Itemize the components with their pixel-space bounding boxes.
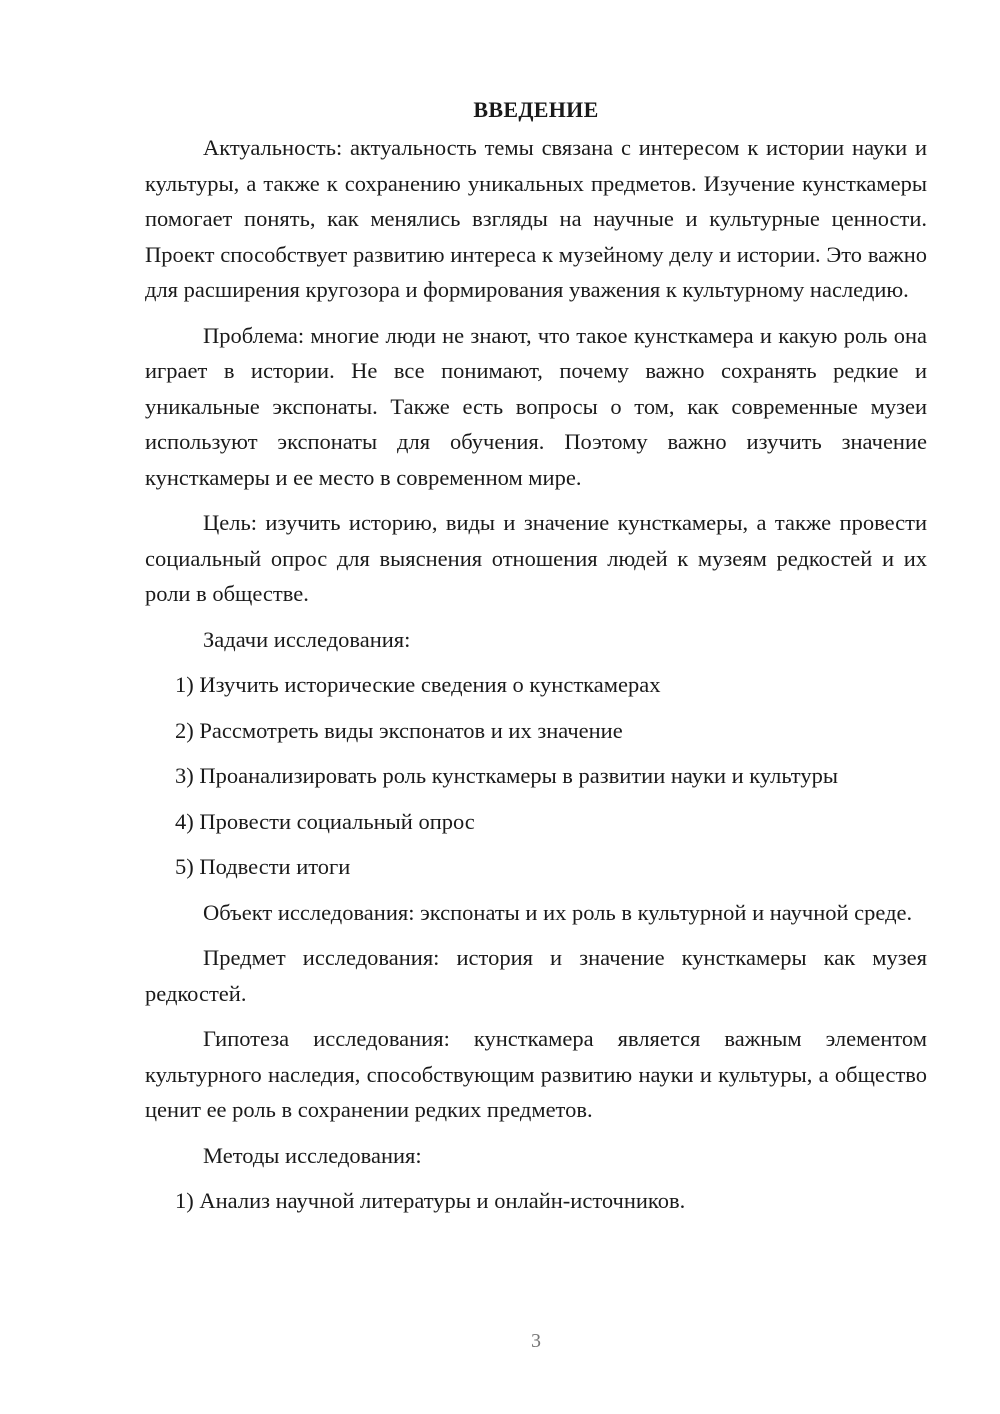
methods-list	[145, 1183, 927, 1219]
list-item: 1) Анализ научной литературы и онлайн-источников.	[175, 1188, 686, 1213]
document-page	[145, 92, 927, 1229]
section-heading: ВВЕДЕНИЕ	[473, 97, 599, 122]
list-item: 1) Изучить исторические сведения о кунсткамерах	[175, 672, 661, 697]
relevance-paragraph: Актуальность: актуальность темы связана с интересом к истории науки и культуры, а также к сохранению уникальных предметов. Изучение кунсткамеры помогает понять, как менялись взгляды на научные и культурные ценности. Проект способствует развитию интереса к музейному делу и истории. Это важно для расширения кругозора и формирования уважения к культурному наследию.	[145, 135, 927, 302]
list-item: 2) Рассмотреть виды экспонатов и их значение	[175, 717, 623, 743]
hypothesis-paragraph: Гипотеза исследования: кунсткамера является важным элементом культурного наследия, способствующим развитию науки и культуры, а общество ценит ее роль в сохранении редких предметов.	[145, 1026, 927, 1122]
list-item: 5) Подвести итоги	[175, 854, 351, 879]
object-paragraph: Объект исследования: экспонаты и их роль в культурной и научной среде.	[203, 899, 913, 925]
methods-label: Методы исследования:	[203, 1142, 422, 1168]
list-item: 4) Провести социальный опрос	[175, 808, 475, 834]
page-number: 3	[531, 1330, 541, 1352]
list-item: 3) Проанализировать роль кунсткамеры в развитии науки и культуры	[175, 763, 838, 788]
goal-paragraph: Цель: изучить историю, виды и значение кунсткамеры, а также провести социальный опрос для выяснения отношения людей к музеям редкостей и их роли в обществе.	[145, 510, 927, 606]
problem-paragraph: Проблема: многие люди не знают, что такое кунсткамера и какую роль она играет в истории. Не все понимают, почему важно сохранять редкие и уникальные экспонаты. Также есть вопросы о том, как современные музеи используют экспонаты для обучения. Поэтому важно изучить значение кунсткамеры и ее место в современном мире.	[145, 322, 927, 490]
tasks-label: Задачи исследования:	[203, 626, 411, 652]
subject-paragraph: Предмет исследования: история и значение кунсткамеры как музея редкостей.	[145, 945, 927, 1006]
tasks-list	[145, 667, 927, 885]
